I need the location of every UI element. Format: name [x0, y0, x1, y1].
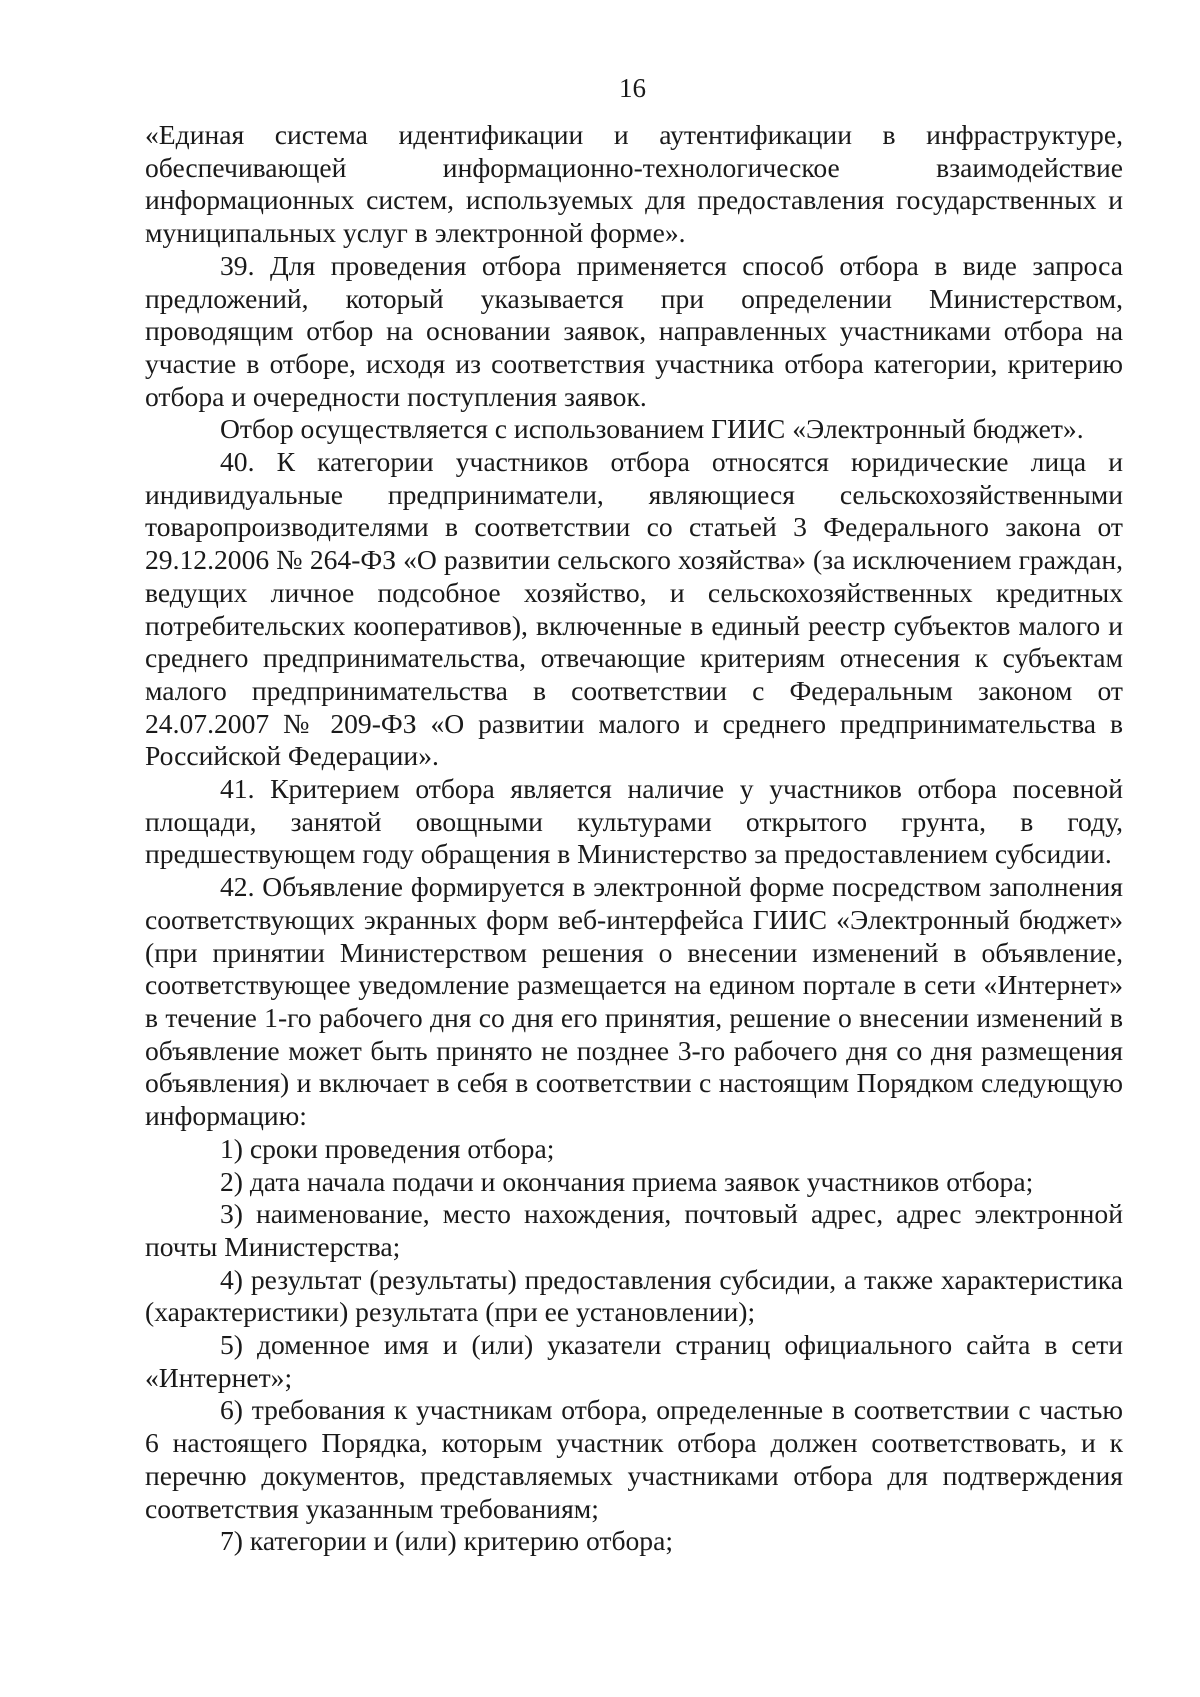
paragraph-item-41: 41. Критерием отбора является наличие у участников отбора посевной площади, занятой овощными культурами открытого грунта, в году, предшествующем году обращения в Министерство за предоставлением субсидии.: [145, 773, 1123, 870]
paragraph-item-42: 42. Объявление формируется в электронной форме посредством заполнения соответствующих экранных форм веб-интерфейса ГИИС «Электронный бюджет» (при принятии Министерством решения о внесении изменений в объявление, соответствующее уведомление размещается на едином портале в сети «Интернет» в течение 1-го рабочего дня со дня его принятия, решение о внесении изменений в объявление может быть принято не позднее 3-го рабочего дня со дня размещения объявления) и включает в себя в соответствии с настоящим Порядком следующую информацию:: [145, 871, 1123, 1132]
list-item-5: 5) доменное имя и (или) указатели страниц официального сайта в сети «Интернет»;: [145, 1329, 1123, 1393]
list-item-7: 7) категории и (или) критерию отбора;: [220, 1525, 674, 1557]
paragraph-giis-usage: Отбор осуществляется с использованием ГИИС «Электронный бюджет».: [220, 413, 1084, 445]
page-number: 16: [619, 73, 646, 103]
list-item-3: 3) наименование, место нахождения, почтовый адрес, адрес электронной почты Министерства;: [145, 1198, 1123, 1262]
list-item-2: 2) дата начала подачи и окончания приема заявок участников отбора;: [220, 1165, 1034, 1197]
list-item-1: 1) сроки проведения отбора;: [220, 1132, 555, 1164]
paragraph-item-39: 39. Для проведения отбора применяется способ отбора в виде запроса предложений, который указывается при определении Министерством, проводящим отбор на основании заявок, направленных участниками отбора на участие в отборе, исходя из соответствия участника отбора категории, критерию отбора и очередности поступления заявок.: [145, 249, 1123, 412]
list-item-4: 4) результат (результаты) предоставления субсидии, а также характеристика (характеристики) результата (при ее установлении);: [145, 1263, 1123, 1328]
list-item-6: 6) требования к участникам отбора, определенные в соответствии с частью 6 настоящего Порядка, которым участник отбора должен соответствовать, и к перечню документов, представляемых участниками отбора для подтверждения соответствия указанным требованиям;: [145, 1394, 1123, 1524]
paragraph-item-40: 40. К категории участников отбора относятся юридические лица и индивидуальные предприниматели, являющиеся сельскохозяйственными товаропроизводителями в соответствии со статьей 3 Федерального закона от 29.12.2006 № 264-ФЗ «О развитии сельского хозяйства» (за исключением граждан, ведущих личное подсобное хозяйство, и сельскохозяйственных кредитных потребительских кооперативов), включенные в единый реестр субъектов малого и среднего предпринимательства, отвечающие критериям отнесения к субъектам малого предпринимательства в соответствии с Федеральным законом от 24.07.2007 № 209-ФЗ «О развитии малого и среднего предпринимательства в Российской Федерации».: [145, 446, 1123, 772]
document-text-body: [145, 119, 1123, 1558]
paragraph-esia-continuation: «Единая система идентификации и аутентификации в инфраструктуре, обеспечивающей информационно-технологическое взаимодействие информационных систем, используемых для предоставления государственных и муниципальных услуг в электронной форме».: [145, 119, 1123, 249]
